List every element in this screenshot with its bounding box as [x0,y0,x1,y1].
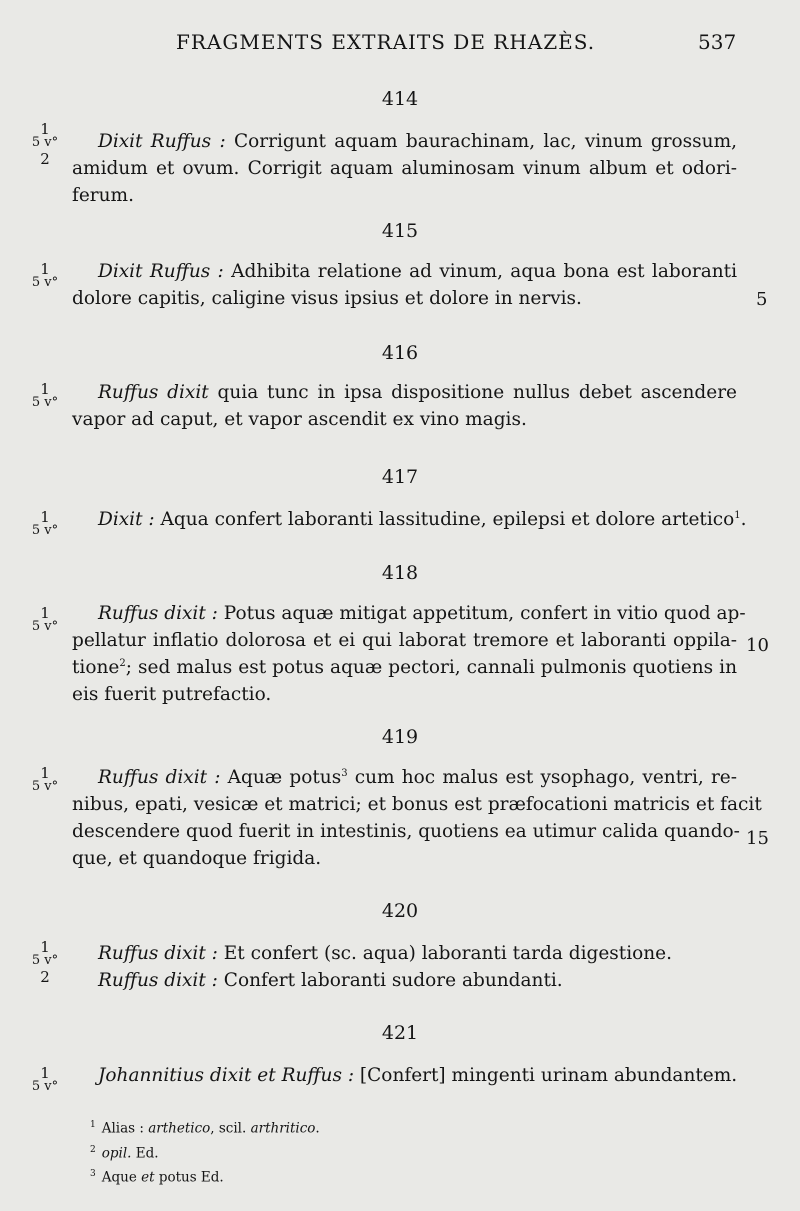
manuscript-reference: 1 5 v° 2 [31,120,59,168]
section-number-421: 421 [381,1022,419,1044]
footnote-2: $^2$ opil. Ed. [90,1144,159,1161]
manuscript-reference: 1 5 v° [31,260,59,290]
page-header [0,30,800,60]
line-number: 10 [746,635,769,656]
fragment-paragraph-414: Dixit Ruffus : Corrigunt aquam baurachinam, lac, vinum grossum, amidum et ovum. Corrigit aquam aluminosam vinum album et odori- ferum. [72,131,737,206]
footnotes [90,1115,320,1189]
footnote-1: $^1$ Alias : arthetico, scil. arthritico. [90,1120,320,1137]
section-number-419: 419 [381,726,419,748]
speaker: Dixit Ruffus : [98,261,224,282]
section-number-418: 418 [381,562,419,584]
section-number-415: 415 [381,220,419,242]
speaker: Ruffus dixit : [98,943,218,964]
section-number-416: 416 [381,342,419,364]
running-title: FRAGMENTS EXTRAITS DE RHAZÈS. [176,30,596,54]
manuscript-reference: 1 5 v° 2 [31,938,59,986]
manuscript-reference: 1 5 v° [31,604,59,634]
manuscript-reference: 1 5 v° [31,380,59,410]
fragment-paragraph-416: Ruffus dixit quia tunc in ipsa dispositione nullus debet ascendere vapor ad caput, et vapor ascendit ex vino magis. [72,382,737,430]
fragment-paragraph-418: Ruffus dixit : Potus aquæ mitigat appetitum, confert in vitio quod ap- pellatur inflatio dolorosa et ei qui laborat tremore et laboranti oppila- tione$^2$; sed malus est potus aquæ pectori, cannali pulmonis quotiens in eis fuerit putrefactio. [72,603,746,705]
speaker: Ruffus dixit : [98,970,218,991]
speaker: Dixit Ruffus : [98,131,226,152]
manuscript-reference: 1 5 v° [31,508,59,538]
section-number-420: 420 [381,900,419,922]
line-number: 5 [756,289,768,310]
manuscript-reference: 1 5 v° [31,1064,59,1094]
fragment-paragraph-420: Ruffus dixit : Et confert (sc. aqua) laboranti tarda digestione. Ruffus dixit : Confert laboranti sudore abundanti. [98,943,673,991]
footnote-3: $^3$ Aque et potus Ed. [90,1169,224,1186]
section-number-417: 417 [381,466,419,488]
speaker: Ruffus dixit [98,382,209,403]
fragment-paragraph-415: Dixit Ruffus : Adhibita relatione ad vinum, aqua bona est laboranti dolore capitis, caligine visus ipsius et dolore in nervis. [72,261,737,309]
footnote-ref: 2 [119,657,126,669]
footnote-ref: 1 [734,509,741,521]
manuscript-reference: 1 5 v° [31,764,59,794]
speaker: Ruffus dixit : [98,603,218,624]
fragment-paragraph-419: Ruffus dixit : Aquæ potus$^3$ cum hoc malus est ysophago, ventri, re- nibus, epati, vesicæ et matrici; et bonus est præfocationi matricis et facit descendere quod fuerit in intestinis, quotiens ea utimur calida quando- que, et quandoque frigida. [72,767,762,869]
section-number-414: 414 [381,88,419,110]
footnote-ref: 3 [341,767,348,779]
page-number: 537 [698,30,737,54]
fragment-paragraph-421: Johannitius dixit et Ruffus : [Confert] mingenti urinam abundantem. [98,1065,738,1086]
fragment-paragraph-417: Dixit : Aqua confert laboranti lassitudine, epilepsi et dolore artetico$^1$. [98,509,747,530]
line-number: 15 [746,828,769,849]
speaker: Dixit : [98,509,155,530]
speaker: Johannitius dixit et Ruffus : [98,1065,355,1086]
speaker: Ruffus dixit : [98,767,221,788]
